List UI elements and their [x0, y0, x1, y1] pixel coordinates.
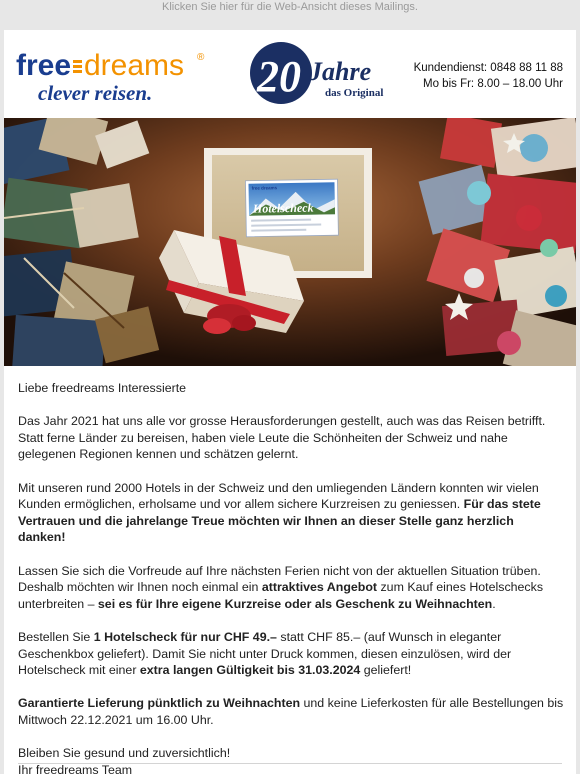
offer-bold-b: sei es für Ihre eigene Kurzreise oder als Geschenk zu Weihnachten	[97, 596, 493, 611]
logo-tagline-text: clever reisen.	[38, 81, 153, 105]
thanks-text: Mit unseren rund 2000 Hotels in der Schweiz und den umliegenden Ländern konnten wir vielen Kunden ermöglichen, erholsame und vor allem sichere Kurzreisen zu geniessen.	[18, 480, 539, 512]
paragraph-delivery	[18, 695, 564, 728]
web-view-link-text[interactable]: Klicken Sie hier für die Web-Ansicht dieses Mailings.	[162, 1, 418, 13]
delivery-text: und keine Lieferkosten für alle Bestellungen bis Mittwoch 22.12.2021 um 16.00 Uhr.	[18, 696, 564, 727]
offer-bold-a: attraktives Angebot	[261, 580, 378, 595]
customer-service-phone[interactable]: Kundendienst: 0848 88 11 88	[413, 62, 563, 74]
paragraph-thanks	[18, 480, 564, 546]
order-text-a: Bestellen Sie	[18, 629, 94, 644]
closing-wish: Bleiben Sie gesund und zuversichtlich!	[18, 746, 231, 761]
closing	[18, 745, 564, 774]
order-text-b: statt CHF 85.– (auf Wunsch in eleganter Geschenkbox geliefert). Damit Sie nicht unter Druck kommen, diesen einzulösen, wird der Hotelscheck mit einer	[18, 629, 512, 678]
offer-text-a: Lassen Sie sich die Vorfreude auf Ihre nächsten Ferien nicht von der aktuellen Situation trüben. Deshalb möchten wir Ihnen noch einmal ein	[18, 563, 541, 595]
paragraph-offer	[18, 563, 564, 613]
twenty-years-badge	[249, 40, 389, 106]
customer-service-info	[414, 60, 563, 92]
logo-dreams-text: dreams	[84, 49, 185, 82]
greeting: Liebe freedreams Interessierte	[18, 381, 187, 395]
delivery-bold: Garantierte Lieferung pünktlich zu Weihnachten	[18, 696, 301, 711]
logo-free-text: free	[16, 49, 72, 82]
hero-gift-image[interactable]	[4, 118, 576, 366]
offer-text-b: zum Kauf eines Hotelschecks unterbreiten –	[18, 580, 544, 611]
logo-registered-mark: ®	[197, 52, 205, 63]
freedreams-logo[interactable]	[14, 40, 214, 106]
hero-card-brand: free dreams	[251, 185, 278, 191]
closing-signature: Ihr freedreams Team	[18, 762, 133, 774]
web-view-link[interactable]	[0, 0, 580, 20]
badge-number: 20	[257, 52, 301, 101]
paragraph-intro: Das Jahr 2021 hat uns alle vor grosse Herausforderungen gestellt, auch was das Reisen betrifft. Statt ferne Länder zu bereisen, haben viele Leute die Schönheiten der Schweiz und nahe gelegenen Regionen kennen und schätzen gelernt.	[18, 414, 546, 462]
badge-subtitle: das Original	[325, 87, 384, 99]
email-header	[4, 30, 576, 117]
order-validity-bold: extra langen Gültigkeit bis 31.03.2024	[139, 663, 361, 678]
email-body	[18, 380, 564, 774]
badge-jahre-text: Jahre	[309, 57, 372, 86]
email-card	[4, 30, 576, 774]
thanks-bold: Für das stete Vertrauen und die jahrelange Treue möchten wir Ihnen an dieser Stelle ganz herzlich danken!	[18, 497, 541, 545]
order-text-c: geliefert!	[360, 663, 412, 678]
offer-text-c: .	[492, 596, 496, 611]
paragraph-order	[18, 629, 564, 679]
hero-card-title: Hotelscheck	[252, 200, 314, 216]
hotelscheck-card-image	[245, 179, 338, 237]
customer-service-hours: Mo bis Fr: 8.00 – 18.00 Uhr	[423, 78, 563, 90]
footer-divider	[18, 763, 562, 764]
order-price-bold: 1 Hotelscheck für nur CHF 49.–	[93, 629, 277, 644]
